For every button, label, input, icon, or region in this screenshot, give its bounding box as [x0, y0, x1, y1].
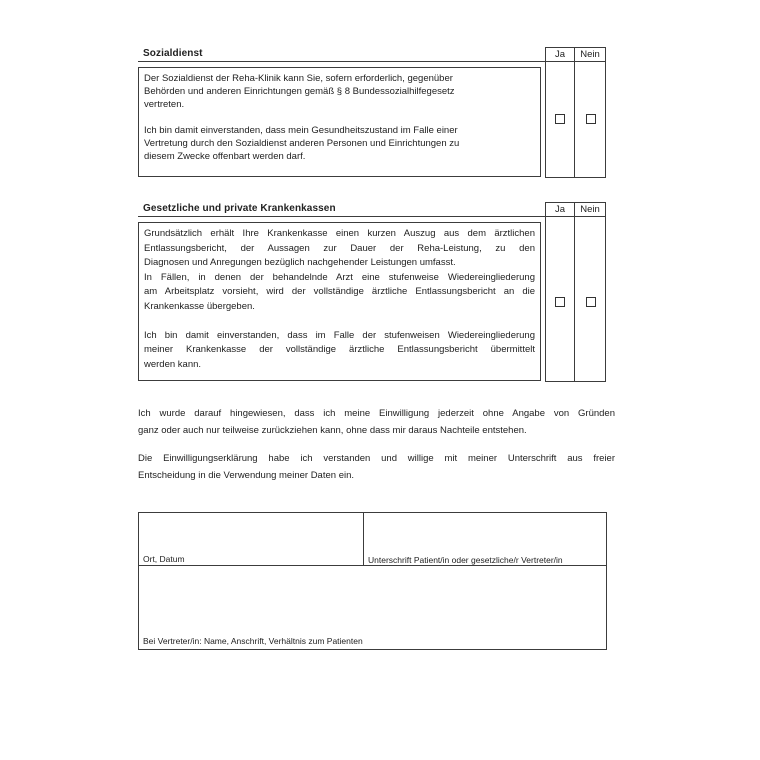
yes-no-column-frame [545, 202, 606, 382]
body-paragraph: Grundsätzlich erhält Ihre Krankenkasse einen kurzen Auszug aus dem ärztlichen Entlassungsbericht, der Aussagen zur Dauer der Reha-Leistung, zu den Diagnosen und Anregungen bezüglich nachgehender Leistungen umfasst. [144, 228, 535, 268]
closing-paragraph-consent: Die Einwilligungserklärung habe ich verstanden und willige mit meiner Unterschrift aus freier Entscheidung in die Verwendung meiner Daten ein. [138, 453, 615, 481]
checkbox-ja[interactable] [555, 114, 565, 124]
section-body-text [138, 222, 541, 381]
header-rule [138, 216, 606, 217]
column-header-ja: Ja [554, 49, 566, 60]
checkbox-ja[interactable] [555, 297, 565, 307]
body-paragraph: Ich bin damit einverstanden, dass mein Gesundheitszustand im Falle einer Vertretung durch den Sozialdienst anderen Personen und Einrichtungen zu diesem Zwecke offenbart werden darf. [144, 125, 460, 162]
column-header-ja: Ja [554, 204, 566, 215]
column-divider [574, 203, 575, 381]
column-divider [574, 48, 575, 177]
body-paragraph: Der Sozialdienst der Reha-Klinik kann Sie, sofern erforderlich, gegenüber Behörden und anderen Einrichtungen gemäß § 8 Bundessozialhilfegesetz vertreten. [144, 73, 455, 110]
body-paragraph: In Fällen, in denen der behandelnde Arzt eine stufenweise Wiedereingliederung am Arbeitsplatz vorsieht, wird der vollständige ärztliche Entlassungsbericht an die Krankenkasse übergeben. [144, 271, 535, 312]
body-paragraph: Ich bin damit einverstanden, dass im Falle der stufenweisen Wiedereingliederung meiner Krankenkasse der vollständige ärztliche Entlassungsbericht übermittelt werden kann. [144, 329, 535, 370]
section-title: Gesetzliche und private Krankenkassen [143, 203, 336, 214]
header-divider [546, 61, 605, 62]
column-header-nein: Nein [580, 49, 600, 60]
checkbox-nein[interactable] [586, 297, 596, 307]
yes-no-column-frame [545, 47, 606, 178]
closing-paragraph-revocation: Ich wurde darauf hingewiesen, dass ich meine Einwilligung jederzeit ohne Angabe von Gründen ganz oder auch nur teilweise zurückziehen kann, ohne dass mir daraus Nachteile entstehen. [138, 408, 615, 436]
header-rule [138, 61, 606, 62]
section-body-text [138, 67, 541, 177]
signature-label: Unterschrift Patient/in oder gesetzliche/r Vertreter/in [368, 555, 563, 565]
place-date-label: Ort, Datum [143, 554, 185, 564]
checkbox-nein[interactable] [586, 114, 596, 124]
header-divider [546, 216, 605, 217]
representative-label: Bei Vertreter/in: Name, Anschrift, Verhältnis zum Patienten [143, 636, 363, 646]
signature-section [138, 512, 607, 650]
section-title: Sozialdienst [143, 48, 203, 59]
column-header-nein: Nein [580, 204, 600, 215]
